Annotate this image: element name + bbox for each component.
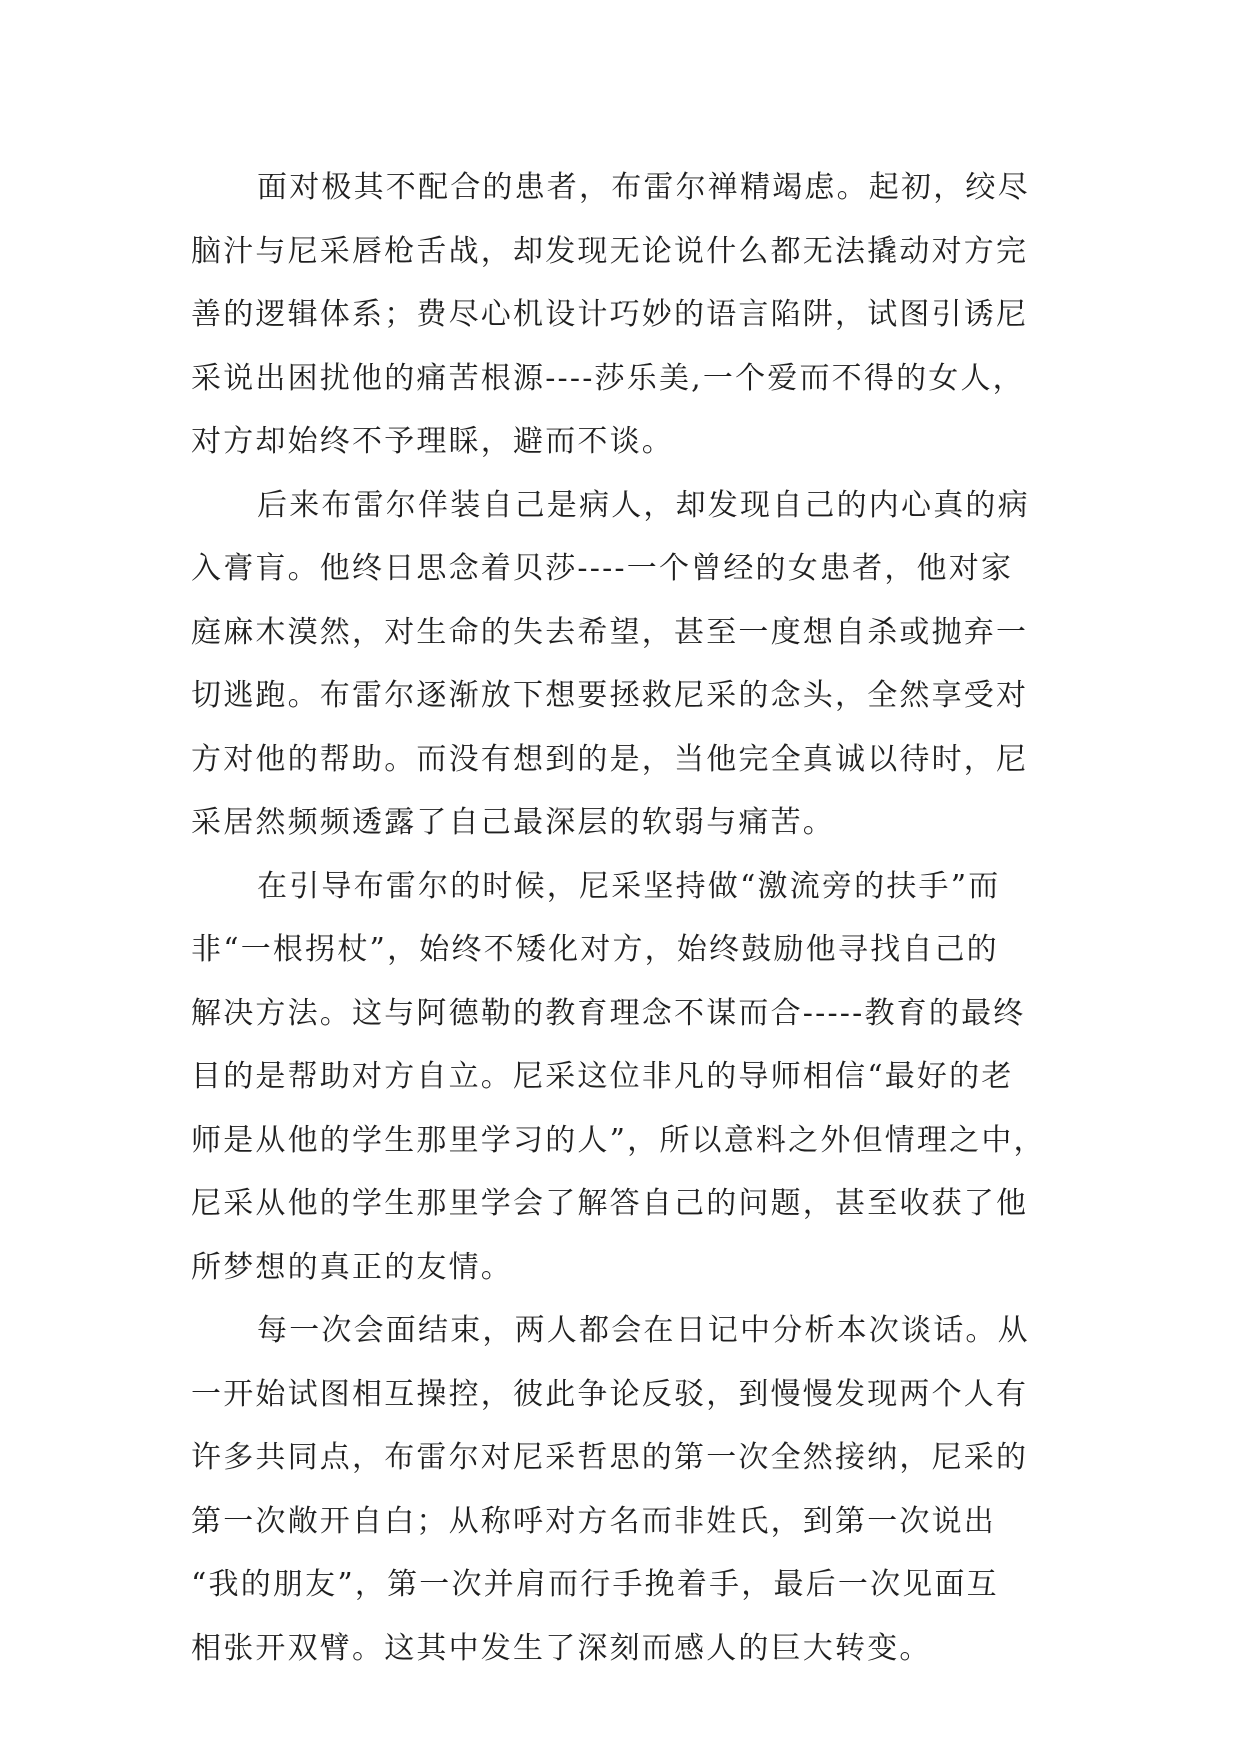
text-line: 采居然频频透露了自己最深层的软弱与痛苦。 <box>191 805 835 840</box>
text-line: 所梦想的真正的友情。 <box>191 1249 513 1285</box>
text-line: 脑汁与尼采唇枪舌战，却发现无论说什么都无法撬动对方完 <box>191 233 1029 269</box>
text-line: 入膏肓。他终日思念着贝莎----一个曾经的女患者，他对家 <box>191 551 1014 586</box>
text-line: 切逃跑。布雷尔逐渐放下想要拯救尼采的念头，全然享受对 <box>191 678 1029 713</box>
text-line: 解决方法。这与阿德勒的教育理念不谋而合-----教育的最终 <box>191 995 1026 1031</box>
document-body <box>191 156 1071 1680</box>
text-line: 面对极其不配合的患者，布雷尔禅精竭虑。起初，绞尽 <box>257 170 1030 205</box>
paragraph <box>191 855 1071 1300</box>
paragraph <box>191 156 1071 474</box>
paragraph <box>191 474 1071 855</box>
text-line: 采说出困扰他的痛苦根源----莎乐美,一个爱而不得的女人， <box>191 360 1025 396</box>
text-line: 后来布雷尔佯装自己是病人，却发现自己的内心真的病 <box>257 487 1030 523</box>
text-line: 相张开双臂。这其中发生了深刻而感人的巨大转变。 <box>191 1630 932 1666</box>
text-line: 许多共同点，布雷尔对尼采哲思的第一次全然接纳，尼采的 <box>191 1440 1029 1475</box>
text-line: 庭麻木漠然，对生命的失去希望，甚至一度想自杀或抛弃一 <box>191 614 1029 650</box>
paragraph <box>191 1299 1071 1680</box>
text-line: 一开始试图相互操控，彼此争论反驳，到慢慢发现两个人有 <box>191 1376 1029 1412</box>
text-line: 目的是帮助对方自立。尼采这位非凡的导师相信“最好的老 <box>191 1059 1014 1094</box>
text-line: 对方却始终不予理睬，避而不谈。 <box>191 424 674 459</box>
text-line: 非“一根拐杖”，始终不矮化对方，始终鼓励他寻找自己的 <box>191 932 999 967</box>
text-line: 在引导布雷尔的时候，尼采坚持做“激流旁的扶手”而 <box>257 868 1001 904</box>
text-line: 善的逻辑体系；费尽心机设计巧妙的语言陷阱，试图引诱尼 <box>191 297 1029 332</box>
text-line: 方对他的帮助。而没有想到的是，当他完全真诚以待时，尼 <box>191 741 1029 777</box>
text-line: “我的朋友”，第一次并肩而行手挽着手，最后一次见面互 <box>191 1567 999 1602</box>
text-line: 第一次敞开自白；从称呼对方名而非姓氏，到第一次说出 <box>191 1503 996 1539</box>
text-line: 尼采从他的学生那里学会了解答自己的问题，甚至收获了他 <box>191 1186 1029 1221</box>
text-line: 每一次会面结束，两人都会在日记中分析本次谈话。从 <box>257 1313 1030 1348</box>
text-line: 师是从他的学生那里学习的人”，所以意料之外但情理之中， <box>191 1122 1046 1158</box>
